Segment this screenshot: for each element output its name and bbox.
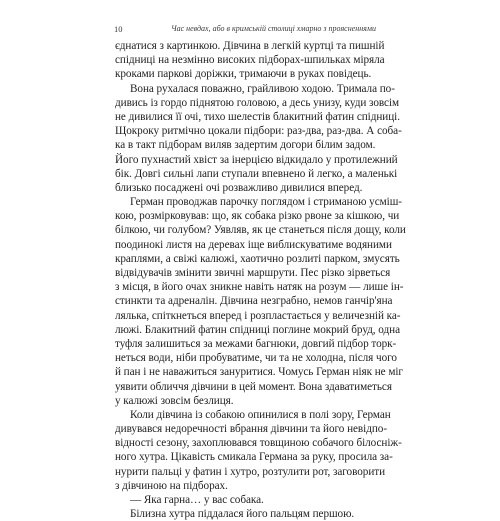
text-line: поодинокі листя на деревах іще виблискуватиме водяними bbox=[115, 238, 392, 251]
text-line: спідниці на незмінно високих підборах-шпильках міряла bbox=[115, 54, 385, 67]
text-line: з місця, в його очах зникне навіть натяк на розум — лише ін- bbox=[115, 281, 404, 294]
text-line: не дивилися її очі, тихо шелестів блакитний фатин спідниці. bbox=[115, 110, 400, 123]
running-header bbox=[114, 24, 376, 34]
text-line: близько посаджені очі розважливо дивилися вперед. bbox=[115, 181, 363, 194]
text-line: відвідувачів змінити звичні маршрути. Пес різко зірветься bbox=[115, 267, 391, 279]
text-line: уявити обличчя дівчини в цей момент. Вона здаватиметься bbox=[115, 380, 392, 393]
text-line: білкою, чи голубом? Уявляв, як це станеться після дощу, коли bbox=[115, 224, 406, 237]
text-line: люжі. Блакитний фатин спідниці поглине мокрий бруд, одна bbox=[115, 323, 401, 336]
text-line: ка в такт підборам виляв задертим догори білим задом. bbox=[115, 139, 376, 152]
text-line: лялька, спіткнеться вперед і розпластається у величезній ка- bbox=[115, 309, 401, 322]
text-line: ного хутра. Цікавість смикала Германа за руку, просила за- bbox=[115, 451, 393, 464]
page-number: 10 bbox=[114, 24, 123, 34]
text-line: Щокроку ритмічно цокали підбори: раз-два, раз-два. А соба- bbox=[115, 125, 402, 138]
running-title: Час невдах, або в кримській столиці хмарно з проясненнями bbox=[171, 24, 376, 33]
text-line: з дівчиною на підборах. bbox=[115, 479, 228, 492]
text-line: нурити пальці у фатин і хутро, розтулити рот, заговорити bbox=[115, 465, 386, 478]
text-line: неться води, ніби пробуватиме, чи та не холодна, після чого bbox=[115, 352, 397, 365]
text-line: кою, розмірковував: що, як собака різко рвоне за кішкою, чи bbox=[115, 210, 400, 223]
text-line: дивувався недоречності вбрання дівчини та його невідпо- bbox=[115, 423, 388, 436]
text-line: Білизна хутра піддалася його пальцям першою. bbox=[130, 508, 355, 521]
text-line: Коли дівчина із собакою опинилися в полі зору, Герман bbox=[130, 408, 391, 421]
text-line: краплями, а свіжі калюжі, хаотично розлиті парком, змусять bbox=[115, 252, 400, 265]
text-line: бік. Довгі сильні лапи ступали впевнено й легко, а маленькі bbox=[115, 167, 398, 180]
text-line: кроками паркові доріжки, тримаючи в руках повідець. bbox=[115, 68, 372, 81]
text-line: дивись із гордо піднятою головою, а десь унизу, куди зовсім bbox=[115, 96, 400, 109]
text-line: Герман проводжав парочку поглядом і стриманою усміш- bbox=[130, 196, 402, 209]
text-line: стинкти та адреналін. Дівчина незграбно, немов ганчір'яна bbox=[115, 295, 393, 308]
text-line: Вона рухалася поважно, грайливою ходою. Тримала по- bbox=[130, 82, 395, 95]
text-line: у калюжі зовсім безлиця. bbox=[115, 394, 234, 407]
text-line: — Яка гарна… у вас собака. bbox=[130, 494, 264, 506]
text-line: й пан і не наважиться зануритися. Чомусь Герман ніяк не міг bbox=[115, 366, 403, 379]
text-line: єднатися з картинкою. Дівчина в легкій куртці та пишній bbox=[115, 40, 385, 52]
text-line: туфля залишиться за межами багнюки, довгий підбор торк- bbox=[115, 337, 397, 350]
text-line: Його пухнастий хвіст за інерцією відкидало у протилежний bbox=[115, 153, 398, 166]
text-line: відності сезону, захоплювався товщиною собачого білосніж- bbox=[115, 437, 402, 450]
body-text bbox=[115, 39, 406, 521]
